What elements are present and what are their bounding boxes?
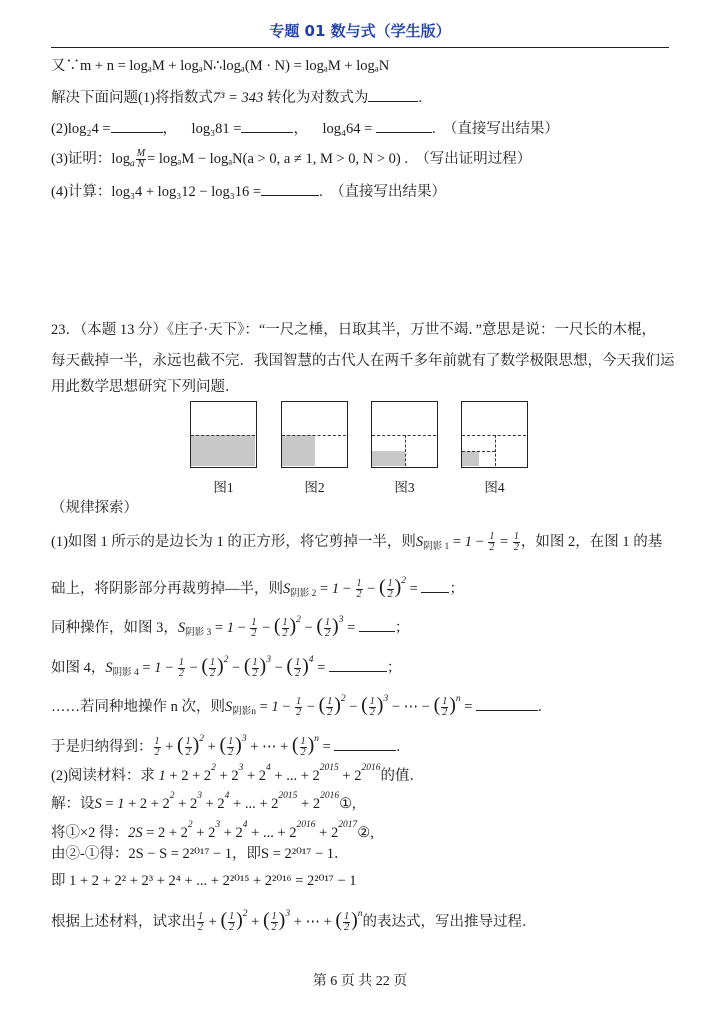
question-1-line: 解决下面问题(1)将指数式7³ = 343 转化为对数式为 . — [51, 87, 422, 108]
question-3-prefix: (3)证明： — [51, 151, 112, 167]
answer-blank[interactable] — [368, 87, 418, 102]
dashed-cut-line — [282, 435, 346, 436]
area-subscript: 阴影 2 — [290, 589, 317, 599]
log2-4-expr: (2)log₂4 = — [51, 121, 111, 137]
instruction-note: （直接写出结果） — [442, 121, 559, 137]
part-1-line-3: 同种操作，如图 3，$S_{阴影 3} = 1$ − $\frac{1}{2}$ − ( $\frac{1}{2}$ )$^2$ − ( $\frac{1}{2}$ )$^3$ = ； — [51, 615, 410, 640]
semicolon: ； — [449, 581, 464, 597]
figure-4-caption: 图4 — [484, 480, 505, 495]
question-1-prefix: 解决下面问题(1)将指数式 — [51, 90, 213, 106]
answer-blank[interactable] — [241, 118, 293, 133]
question-4-line: (4)计算：log₃4 + log₃12 − log₃16 = . （直接写出结果） — [51, 181, 446, 202]
part-2-question-suffix: 的表达式，写出推导过程． — [362, 914, 537, 930]
area-symbol: S — [225, 699, 233, 715]
page-number-footer: 第 6 页 共 22 页 — [312, 974, 408, 989]
figure-3-caption: 图3 — [394, 480, 415, 495]
log-quotient-rule-expr: = logₐM − logₐN(a > 0, a ≠ 1, M > 0, N > 0) — [147, 151, 401, 167]
part-1-line-5: ……若同种地操作 n 次，则$S_{阴影n} = 1$ − $\frac{1}{2}$ − ( $\frac{1}{2}$ )$^2$ − ( $\frac{1}{2}$ )$^3$ − ⋯ − ( $\frac{1}{2}$ )$^n$ = . — [51, 694, 542, 719]
question-3-line: (3)证明：$\log_a$ $\frac{M}{N}$ = logₐM − logₐN(a > 0, a ≠ 1, M > 0, N > 0) . （写出证明过程） — [51, 148, 532, 171]
part-1-line-1: (1)如图 1 所示的是边长为 1 的正方形，将它剪掉一半，则$S_{阴影 1} = 1$ − $\frac{1}{2}$ = $\frac{1}{2}$ ，如图 2，在图 1 的基 — [51, 531, 663, 554]
shaded-region — [282, 435, 315, 466]
part-1-text: 于是归纳得到： — [51, 739, 153, 755]
dashed-cut-line — [191, 435, 255, 436]
part-1-line-4: 如图 4，$S_{阴影 4} = 1$ − $\frac{1}{2}$ − ( $\frac{1}{2}$ )$^2$ − ( $\frac{1}{2}$ )$^3$ − ( $\frac{1}{2}$ )$^4$ = ； — [51, 655, 402, 680]
part-2-line-3: 将①×2 得：$2S = 2 + 2^2 + 2^3 + 2^4$ + ... + $2^{2016}$ + $2^{2017}②$, — [51, 820, 374, 841]
part-1-line-2: 础上，将阴影部分再裁剪掉—半，则$S_{阴影 2} = 1$ − $\frac{1}{2}$ − ( $\frac{1}{2}$ )$^2$ = ； — [51, 576, 464, 601]
figure-4-square — [461, 401, 528, 468]
area-symbol: S — [105, 660, 113, 676]
shaded-region — [191, 435, 255, 466]
part-1-line-6: 于是归纳得到： $\frac{1}{2}$ + ( $\frac{1}{2}$ )$^2$ + ( $\frac{1}{2}$ )$^3$ + ⋯ + ( $\frac{1}{2}$ )$^n$ = . — [51, 734, 401, 759]
part-2-text: (2)阅读材料：求 — [51, 768, 159, 784]
log-calculation-expr: log₃4 + log₃12 − log₃16 = — [111, 184, 262, 200]
answer-blank[interactable] — [111, 118, 163, 133]
shaded-region — [462, 451, 479, 466]
problem-23-line-2: 每天截掉一半，永远也截不完．我国智慧的古代人在两千多年前就有了数学极限思想，今天我们运 — [51, 353, 675, 369]
part-2-text: 解：设 — [51, 796, 95, 812]
part-2-question: 根据上述材料，试求出 $\frac{1}{2}$ + ( $\frac{1}{2}$ )$^2$ + ( $\frac{1}{2}$ )$^3$ + ⋯ + ( $\frac{1}{2}$ )$^n$的表达式，写出推导过程． — [51, 909, 537, 934]
area-symbol: S — [177, 620, 186, 636]
answer-blank[interactable] — [421, 578, 449, 593]
question-1-suffix: 转化为对数式为 — [263, 90, 369, 106]
part-2-line-4: 由②-①得：2S − S = 2²⁰¹⁷ − 1，即S = 2²⁰¹⁷ − 1． — [51, 846, 349, 862]
part-2-text-suffix: 的值． — [380, 768, 424, 784]
area-subscript: 阴影n — [232, 707, 257, 717]
part-1-text: 如图 4， — [51, 660, 106, 676]
part-2-line-1: (2)阅读材料：求 $1 + 2 + 2^2 + 2^3 + 2^4$ + ... + $2^{2015} + 2^{2016}$的值． — [51, 763, 424, 784]
figure-3-square — [371, 401, 438, 468]
figure-1-square — [190, 401, 257, 468]
shaded-region — [372, 451, 405, 466]
answer-blank[interactable] — [334, 736, 396, 751]
area-subscript: 阴影 1 — [423, 542, 450, 552]
part-2-question-text: 根据上述材料，试求出 — [51, 914, 196, 930]
fraction-m-over-n: $\frac{M}{N}$ — [136, 148, 146, 171]
part-2-text: 将①×2 得： — [51, 825, 129, 841]
instruction-note: （直接写出结果） — [329, 184, 446, 200]
part-1-text: (1)如图 1 所示的是边长为 1 的正方形，将它剪掉一半，则 — [51, 534, 416, 550]
instruction-note: （写出证明过程） — [415, 151, 532, 167]
answer-blank[interactable] — [476, 696, 538, 711]
area-symbol: S — [415, 534, 424, 550]
section-label: （规律探索） — [51, 500, 138, 516]
problem-23-line-3: 用此数学思想研究下列问题． — [51, 379, 240, 395]
dashed-cut-line — [495, 435, 496, 466]
problem-23-line-1: 23．（本题 13 分）《庄子·天下》：“一尺之棰，日取其半，万世不竭．”意思是说：一尺长的木棍， — [51, 322, 656, 338]
document-header-title: 专题 01 数与式（学生版） — [269, 22, 451, 40]
question-4-prefix: (4)计算： — [51, 184, 112, 200]
answer-blank[interactable] — [329, 657, 387, 672]
part-2-line-2: 解：设$S = 1 + 2 + 2^2 + 2^3 + 2^4$ + ... + $2^{2015}$ + $2^{2016}①$, — [51, 791, 356, 812]
answer-blank[interactable] — [359, 617, 395, 632]
log3-81-expr: log₃81 = — [191, 121, 242, 137]
area-subscript: 阴影 3 — [185, 628, 212, 638]
exponential-expression: 7³ = 343 — [212, 90, 264, 106]
answer-blank[interactable] — [261, 181, 319, 196]
figure-2-square — [281, 401, 348, 468]
dashed-cut-line — [462, 435, 526, 436]
question-2-line: (2)log₂4 = ， log₃81 = ， log₄64 = . （直接写出结果） — [51, 118, 559, 139]
part-1-text: ……若同种地操作 n 次，则 — [51, 699, 225, 715]
header-divider — [51, 47, 669, 48]
part-1-text-suffix: ，如图 2，在图 1 的基 — [520, 534, 663, 550]
dashed-cut-line — [405, 435, 406, 466]
log-product-rule-text: 又∵m + n = logₐM + logₐN∴logₐ(M · N) = logₐM + logₐN — [51, 58, 390, 74]
part-1-text: 同种操作，如图 3， — [51, 620, 178, 636]
area-subscript: 阴影 4 — [112, 668, 139, 678]
figure-2-caption: 图2 — [304, 480, 325, 495]
dashed-cut-line — [372, 435, 436, 436]
area-symbol: S — [283, 581, 291, 597]
part-1-text: 础上，将阴影部分再裁剪掉—半，则 — [51, 581, 283, 597]
log-product-rule-line — [51, 56, 389, 76]
log4-64-expr: log₄64 = — [322, 121, 373, 137]
dashed-cut-line — [462, 451, 495, 452]
part-2-line-5: 即 1 + 2 + 2² + 2³ + 2⁴ + ... + 2²⁰¹⁵ + 2²⁰¹⁶ = 2²⁰¹⁷ − 1 — [51, 873, 357, 889]
answer-blank[interactable] — [376, 118, 432, 133]
figure-1-caption: 图1 — [213, 480, 234, 495]
